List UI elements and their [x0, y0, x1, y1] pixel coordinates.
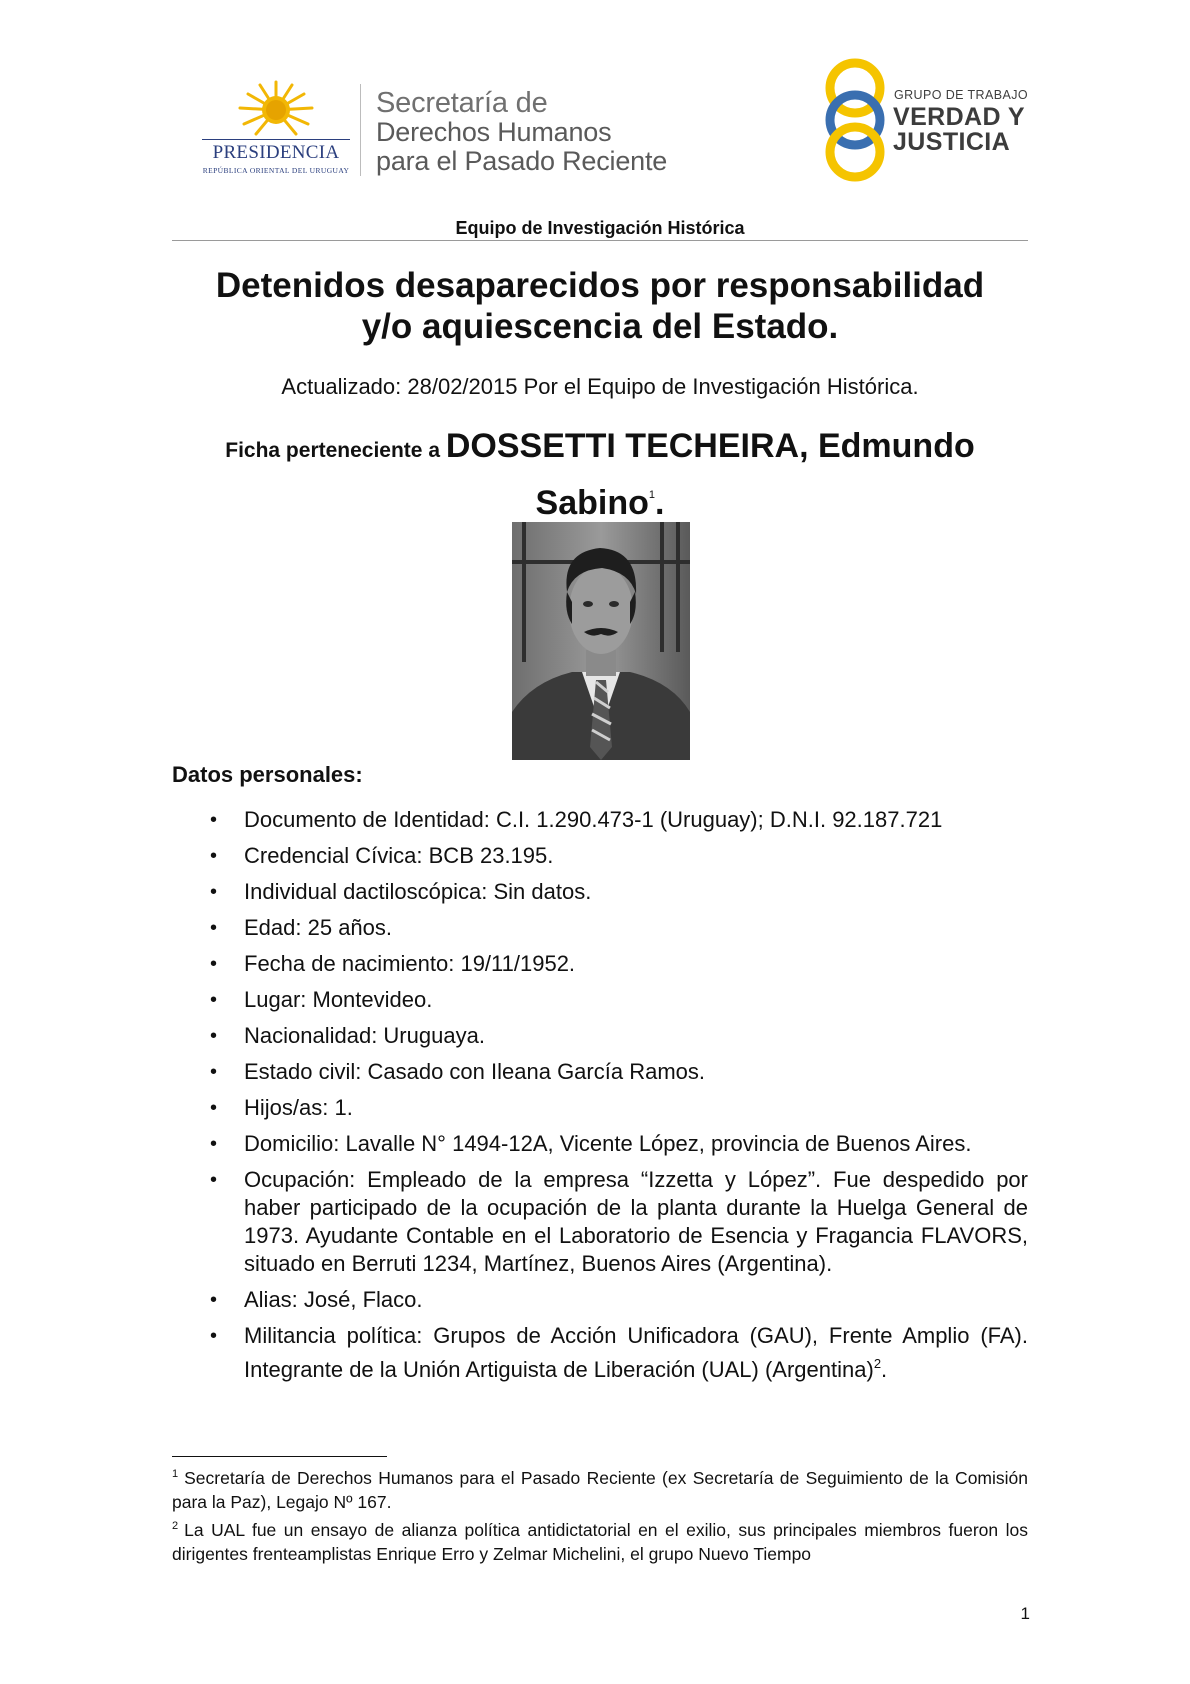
- list-item: • Hijos/as: 1.: [210, 1095, 353, 1120]
- page-number: 1: [1020, 1604, 1030, 1623]
- ficha-heading: [172, 425, 1028, 531]
- bullet-icon: •: [210, 881, 218, 903]
- secretaria-line-1: Secretaría de: [376, 87, 548, 119]
- ficha-prefix: Ficha perteneciente a: [225, 439, 446, 462]
- list-item: • Nacionalidad: Uruguaya.: [210, 1023, 485, 1048]
- bullet-icon: •: [210, 845, 218, 867]
- footnote-1: $^1$ Secretaría de Derechos Humanos para el Pasado Reciente (ex Secretaría de Seguimiento de la Comisión para la Paz), Legajo Nº 167.: [172, 1468, 1028, 1512]
- interlocked-rings-icon: [820, 58, 890, 184]
- header-rule: [172, 240, 1028, 241]
- list-item: • Ocupación: Empleado de la empresa “Izzetta y López”. Fue despedido por haber participado de la ocupación de la planta durante la Huelga General de 1973. Ayudante Contable en el Laboratorio de Esencia y Fragancia FLAVORS, situado en Berruti 1234, Martínez, Buenos Aires (Argentina).: [210, 1167, 1028, 1276]
- list-item: • Lugar: Montevideo.: [210, 987, 433, 1012]
- list-item: • Edad: 25 años.: [210, 915, 393, 940]
- footnotes: [172, 1462, 1028, 1566]
- presidencia-divider-line: [202, 139, 350, 140]
- list-item: • Militancia política: Grupos de Acción Unificadora (GAU), Frente Amplio (FA). Integrante de la Unión Artiguista de Liberación (UAL) (Argentina)$^2$.: [210, 1323, 1028, 1382]
- verdad-justicia-logo: [820, 58, 1040, 184]
- presidencia-name: PRESIDENCIA: [212, 142, 340, 163]
- footnote-ref-2[interactable]: 2: [873, 1356, 882, 1371]
- bullet-icon: •: [210, 953, 218, 975]
- bullet-icon: •: [210, 1025, 218, 1047]
- list-item: • Credencial Cívica: BCB 23.195.: [210, 843, 554, 868]
- team-heading: Equipo de Investigación Histórica: [455, 218, 745, 238]
- footnote-separator: [172, 1456, 387, 1457]
- list-item: • Fecha de nacimiento: 19/11/1952.: [210, 951, 576, 976]
- sun-emblem-icon: [234, 80, 318, 138]
- title-line-1: Detenidos desaparecidos por responsabilidad: [215, 266, 985, 305]
- ficha-name-end: .: [655, 484, 665, 522]
- footnote-ref-1[interactable]: 1: [648, 489, 655, 501]
- updated-line: Actualizado: 28/02/2015 Por el Equipo de Investigación Histórica.: [281, 374, 919, 399]
- secretaria-line-3: para el Pasado Reciente: [376, 145, 668, 176]
- bullet-icon: •: [210, 1061, 218, 1083]
- personal-data-list: [172, 806, 1028, 1392]
- list-item: • Alias: José, Flaco.: [210, 1287, 423, 1312]
- justicia-label: JUSTICIA: [893, 128, 1011, 156]
- bullet-icon: •: [210, 1289, 218, 1311]
- bullet-icon: •: [210, 1169, 218, 1191]
- list-item: • Estado civil: Casado con Ileana García Ramos.: [210, 1059, 706, 1084]
- bullet-icon: •: [210, 989, 218, 1011]
- personal-data-heading: Datos personales:: [172, 762, 363, 787]
- bullet-icon: •: [210, 809, 218, 831]
- bullet-icon: •: [210, 1097, 218, 1119]
- secretaria-line-2: Derechos Humanos: [376, 117, 612, 148]
- bullet-icon: •: [210, 1325, 218, 1347]
- document-title: [172, 265, 1028, 347]
- bullet-icon: •: [210, 1133, 218, 1155]
- bullet-icon: •: [210, 917, 218, 939]
- list-item: • Documento de Identidad: C.I. 1.290.473-1 (Uruguay); D.N.I. 92.187.721: [210, 807, 943, 832]
- presidencia-logo: [196, 80, 356, 180]
- title-line-2: y/o aquiescencia del Estado.: [361, 307, 839, 346]
- portrait-photo: [512, 522, 690, 760]
- ficha-name-line-1: DOSSETTI TECHEIRA, Edmundo: [445, 427, 975, 465]
- presidencia-subtitle: REPÚBLICA ORIENTAL DEL URUGUAY: [202, 166, 350, 175]
- logo-divider: [360, 84, 361, 176]
- list-item: • Individual dactiloscópica: Sin datos.: [210, 879, 592, 904]
- footnote-2: $^2$ La UAL fue un ensayo de alianza política antidictatorial en el exilio, sus principales miembros fueron los dirigentes frenteamplistas Enrique Erro y Zelmar Michelini, el grupo Nuevo Tiempo: [172, 1520, 1028, 1564]
- list-item: • Domicilio: Lavalle N° 1494-12A, Vicente López, provincia de Buenos Aires.: [210, 1131, 972, 1156]
- ficha-name-line-2: Sabino: [535, 484, 649, 522]
- secretaria-logo-text: [376, 88, 667, 175]
- verdad-label: VERDAD Y: [893, 103, 1025, 131]
- grupo-trabajo-label: GRUPO DE TRABAJO: [894, 88, 1028, 102]
